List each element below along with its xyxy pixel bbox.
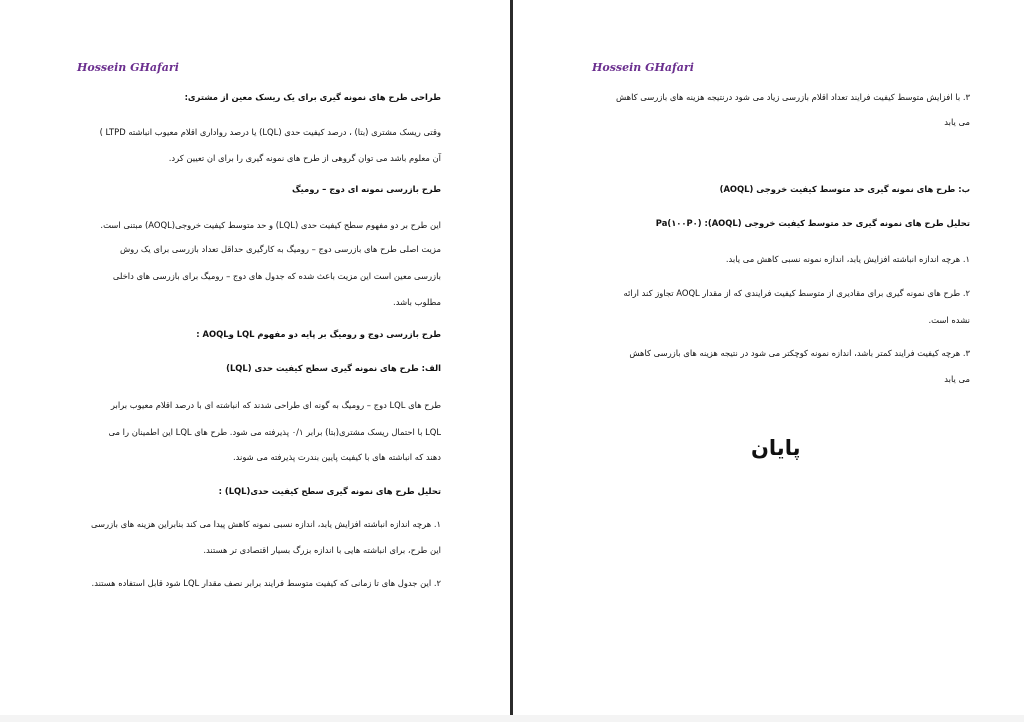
paragraph-line: بازرسی معین است این مزیت باعث شده که جدول های دوج – رومیگ برای بازرسی های داخلی	[112, 271, 441, 281]
paragraph-line: دهند که انباشته های با کیفیت پایین بندرت پذیرفته می شوند.	[232, 452, 441, 462]
section-heading: تحلیل طرح های نمونه گیری سطح کیفیت حدی(LQL) :	[218, 486, 441, 496]
paragraph-line: مزیت اصلی طرح های بازرسی دوج – رومیگ به کارگیری حداقل تعداد بازرسی برای یک روش	[119, 244, 441, 254]
list-item-continuation: این طرح، برای انباشته هایی با اندازه بزرگ بسیار اقتصادی تر هستند.	[203, 545, 441, 555]
paragraph-line: وقتی ریسک مشتری (بتا) ، درصد کیفیت حدی (LQL) یا درصد رواداری اقلام معیوب انباشته LTPD )	[99, 127, 441, 137]
end-title: پایان	[751, 436, 801, 460]
section-heading: طرح بازرسی دوج و رومیگ بر پایه دو مفهوم LQL وAOQL :	[196, 329, 441, 339]
list-item: ۱. هرچه اندازه انباشته افزایش یابد، اندازه نمونه نسبی کاهش می یابد.	[725, 254, 970, 264]
page-header-author: Hossein GHafari	[77, 61, 179, 74]
list-item: ۱. هرچه اندازه انباشته افزایش یابد، اندازه نسبی نمونه کاهش پیدا می کند بنابراین هزینه های بازرسی	[91, 519, 441, 529]
left-page	[0, 0, 511, 722]
list-item: ۲. این جدول های تا زمانی که کیفیت متوسط فرایند برابر نصف مقدار LQL شود قابل استفاده هستند.	[91, 578, 441, 588]
section-heading: تحلیل طرح های نمونه گیری حد متوسط کیفیت خروجی (AOQL): Pa(۱۰۰P۰)	[655, 218, 970, 228]
paragraph-line: LQL با احتمال ریسک مشتری(بتا) برابر ۰/۱ پذیرفته می شود. طرح های LQL این اطمینان را می	[108, 427, 441, 437]
list-item: ۳. هرچه کیفیت فرایند کمتر باشد، اندازه نمونه کوچکتر می شود در نتیجه هزینه های بازرسی کاهش	[629, 348, 970, 358]
list-item-continuation: می یابد	[944, 117, 970, 127]
paragraph-line: این طرح بر دو مفهوم سطح کیفیت حدی (LQL) و حد متوسط کیفیت خروجی(AOQL) مبتنی است.	[100, 220, 441, 230]
paragraph-line: طرح های LQL دوج – رومیگ به گونه ای طراحی شدند که انباشته ای با درصد اقلام معیوب برابر	[110, 400, 441, 410]
section-heading: طرح بازرسی نمونه ای دوج – رومیگ	[292, 184, 441, 194]
bottom-strip	[0, 715, 1024, 722]
section-heading: طراحی طرح های نمونه گیری برای یک ریسک معین از مشتری:	[184, 92, 441, 102]
page-header-author: Hossein GHafari	[592, 61, 694, 74]
list-item-continuation: نشده است.	[928, 315, 970, 325]
list-item: ۲. طرح های نمونه گیری برای مقادیری از متوسط کیفیت فرایندی که از مقدار AOQL تجاوز کند ارائه	[623, 288, 970, 298]
right-page	[513, 0, 1024, 722]
list-item-continuation: می یابد	[944, 374, 970, 384]
section-heading: الف: طرح های نمونه گیری سطح کیفیت حدی (LQL)	[226, 363, 441, 373]
paragraph-line: آن معلوم باشد می توان گروهی از طرح های نمونه گیری را برای ان تعیین کرد.	[168, 153, 441, 163]
list-item: ۳. با افزایش متوسط کیفیت فرایند تعداد اقلام بازرسی زیاد می شود درنتیجه هزینه های بازرسی کاهش	[615, 92, 970, 102]
paragraph-line: مطلوب باشد.	[393, 297, 441, 307]
section-heading: ب: طرح های نمونه گیری حد متوسط کیفیت خروجی (AOQL)	[719, 184, 970, 194]
